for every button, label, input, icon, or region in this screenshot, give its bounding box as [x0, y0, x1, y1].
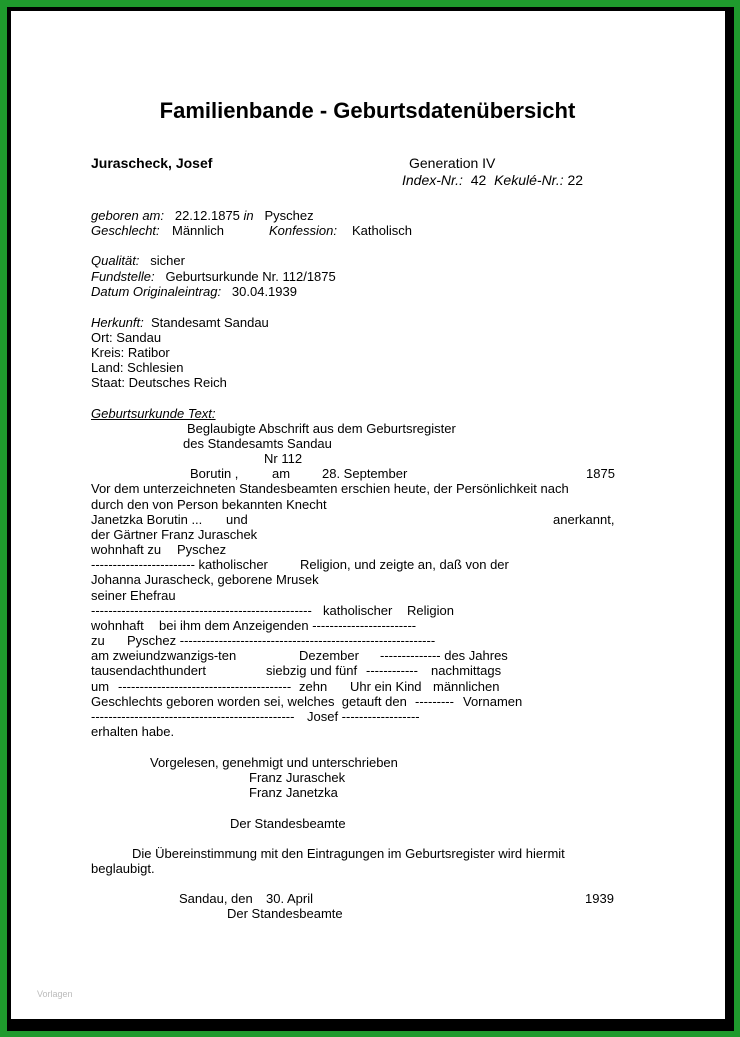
cert-line-13a: --------------------------------------------------- — [91, 603, 312, 618]
cert-line-10b: Religion, und zeigte an, daß von der — [300, 557, 509, 572]
born-label: geboren am: — [91, 208, 164, 223]
quality-value: sicher — [150, 253, 185, 268]
cert-line-6: durch den von Person bekannten Knecht — [91, 497, 327, 512]
index-line — [402, 172, 583, 188]
kreis: Kreis: Ratibor — [91, 345, 170, 360]
cert-line-18b: ---------------------------------------- — [118, 679, 292, 694]
cert-line-4-date: 28. September — [322, 466, 408, 481]
cert-line-5: Vor dem unterzeichneten Standesbeamten erschien heute, der Persönlichkeit nach — [91, 481, 569, 496]
generation: Generation IV — [409, 155, 496, 171]
sex-value: Männlich — [172, 223, 225, 238]
cert-line-20b: Josef ------------------ — [307, 709, 420, 724]
cert-line-4-place: Borutin , — [190, 466, 239, 481]
cert-line-28c: 1939 — [585, 891, 614, 906]
cert-line-16c: -------------- des Jahres — [380, 648, 508, 663]
watermark: Vorlagen — [37, 989, 73, 999]
kekule-value: 22 — [567, 172, 584, 188]
cert-line-19b: --------- — [415, 694, 454, 709]
cert-line-17a: tausendachthundert — [91, 663, 206, 678]
quality-line — [91, 253, 185, 268]
cert-line-29: Der Standesbeamte — [227, 906, 343, 921]
confession-value: Katholisch — [352, 223, 412, 238]
index-label: Index-Nr.: — [402, 172, 463, 188]
page-title: Familienbande - Geburtsdatenübersicht — [159, 98, 576, 123]
cert-line-3: Nr 112 — [264, 451, 303, 466]
born-date: 22.12.1875 — [174, 208, 240, 223]
land: Land: Schlesien — [91, 360, 184, 375]
cert-line-19c: Vornamen — [463, 694, 523, 709]
cert-line-11: Johanna Jurascheck, geborene Mrusek — [91, 572, 319, 587]
cert-line-15b: Pyschez ----------------------------------------------------------- — [127, 633, 436, 648]
cert-line-10a: ------------------------ katholischer — [91, 557, 268, 572]
quality-label: Qualität: — [91, 253, 140, 268]
cert-line-18d: Uhr ein Kind — [350, 679, 422, 694]
herkunft-label: Herkunft: — [91, 315, 144, 330]
born-place: Pyschez — [264, 208, 314, 223]
find-label: Fundstelle: — [91, 269, 155, 284]
herkunft-line — [91, 315, 269, 330]
cert-line-26: Die Übereinstimmung mit den Eintragungen im Geburtsregister wird hiermit — [132, 846, 565, 861]
find-line — [91, 269, 336, 284]
cert-line-4-year: 1875 — [586, 466, 615, 481]
cert-line-25: Der Standesbeamte — [230, 816, 346, 831]
cert-line-17d: nachmittags — [431, 663, 502, 678]
in-label: in — [243, 208, 254, 223]
cert-line-7c: anerkannt, — [553, 512, 615, 527]
cert-line-16b: Dezember — [299, 648, 359, 663]
index-value: 42 — [470, 172, 487, 188]
orig-label: Datum Originaleintrag: — [91, 284, 222, 299]
born-line — [91, 208, 314, 223]
cert-line-9a: wohnhaft zu — [91, 542, 162, 557]
cert-line-8: der Gärtner Franz Juraschek — [91, 527, 258, 542]
cert-line-18c: zehn — [299, 679, 328, 694]
cert-line-1: Beglaubigte Abschrift aus dem Geburtsregister — [187, 421, 456, 436]
cert-line-9b: Pyschez — [177, 542, 227, 557]
cert-line-19a: Geschlechts geboren worden sei, welches getauft den — [91, 694, 407, 709]
cert-line-18a: um — [91, 679, 110, 694]
cert-line-7b: und — [226, 512, 248, 527]
staat: Staat: Deutsches Reich — [91, 375, 227, 390]
cert-line-14b: bei ihm dem Anzeigenden ------------------------ — [159, 618, 417, 633]
cert-line-7a: Janetzka Borutin ... — [91, 512, 203, 527]
cert-line-18e: männlichen — [433, 679, 500, 694]
cert-line-17c: ------------ — [366, 663, 418, 678]
cert-line-24: Franz Janetzka — [249, 785, 338, 800]
cert-line-2: des Standesamts Sandau — [183, 436, 332, 451]
cert-line-13c: Religion — [407, 603, 454, 618]
cert-line-27: beglaubigt. — [91, 861, 155, 876]
orig-line — [91, 284, 297, 299]
cert-line-21: erhalten habe. — [91, 724, 175, 739]
cert-line-15a: zu — [91, 633, 105, 648]
sex-label: Geschlecht: — [91, 223, 160, 238]
cert-line-28a: Sandau, den — [179, 891, 253, 906]
confession-label: Konfession: — [269, 223, 337, 238]
cert-line-13b: katholischer — [323, 603, 393, 618]
cert-line-4-am: am — [272, 466, 291, 481]
person-name: Jurascheck, Josef — [91, 155, 213, 171]
cert-line-17b: siebzig und fünf — [266, 663, 358, 678]
ort: Ort: Sandau — [91, 330, 162, 345]
orig-value: 30.04.1939 — [231, 284, 297, 299]
cert-line-28b: 30. April — [266, 891, 313, 906]
cert-line-14a: wohnhaft — [91, 618, 144, 633]
cert-line-20a: ----------------------------------------------- — [91, 709, 295, 724]
cert-line-23: Franz Juraschek — [249, 770, 346, 785]
herkunft-value: Standesamt Sandau — [150, 315, 269, 330]
cert-line-16a: am zweiundzwanzigs-ten — [91, 648, 237, 663]
find-value: Geburtsurkunde Nr. 112/1875 — [165, 269, 336, 284]
kekule-label: Kekulé-Nr.: — [494, 172, 564, 188]
certificate-heading: Geburtsurkunde Text: — [91, 406, 216, 421]
cert-line-22: Vorgelesen, genehmigt und unterschrieben — [150, 755, 398, 770]
cert-line-12: seiner Ehefrau — [91, 588, 176, 603]
